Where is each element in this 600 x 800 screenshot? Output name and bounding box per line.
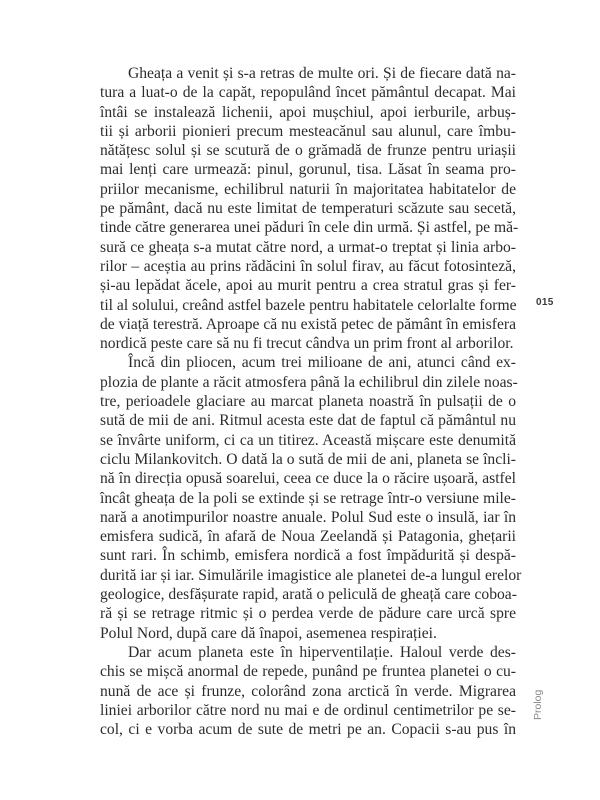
paragraph-3-line-4: liniei arborilor către nord nu mai e de ordinul centimetrilor pe se- <box>100 701 516 719</box>
paragraph-1-line-15: nordică peste care să nu fi trecut cândva un prim front al arborilor. <box>100 335 514 353</box>
book-page: Gheața a venit și s-a retras de multe ori. Și de fiecare dată na- tura a luat-o de la capăt, repopulând încet pământul decapat. Mai întâi se instalează lichenii, apoi mușchiul, apoi ierburile, arbuș- tii și arborii pionieri precum mesteacănul sau alunul, care îmbu- nătățesc solul și se scutură de o grămadă de frunze pentru uriașii mai lenți care urmează: pinul, gorunul, tisa. Lăsat în seama pro- priilor mecanisme, echilibrul naturii în majoritatea habitatelor de pe pământ, dacă nu este limitat de temperaturi scăzute sau secetă, tinde către generarea unei păduri în cele din urmă. Și astfel, pe mă- sură ce gheața s-a mutat către nord, a urmat-o treptat și linia arbo- rilor – aceștia au prins rădăcini în solul firav, au făcut fotosinteză, și-au lepădat ăcele, apoi au murit pentru a crea stratul gras și fer- til al solului, creând astfel bazele pentru habitatele celorlalte forme de viață terestră. Aproape că nu există petec de pământ în emisfera nordică peste care să nu fi trecut cândva un prim front al arborilor. Încă din pliocen, acum trei milioane de ani, atunci când ex- plozia de plante a răcit atmosfera până la echilibrul din zilele noas- tre, perioadele glaciare au marcat planeta noastră în pulsații de o sută de mii de ani. Ritmul acesta este dat de faptul că pământul nu se învârte uniform, ci ca un titirez. Această mișcare este denumită ciclu Milankovitch. O dată la o sută de mii de ani, planeta se încli- nă în direcția opusă soarelui, ceea ce duce la o răcire ușoară, astfel încât gheața de la poli se extinde și se retrage într-o versiune mile- nară a anotimpurilor noastre anuale. Polul Sud este o insulă, iar în emisfera sudică, în afară de Noua Zeelandă și Patagonia, ghețarii sunt rari. În schimb, emisfera nordică a fost împădurită și despă- durită iar și iar. Simulările imagistice ale planetei de-a lungul erelor geologice, desfășurate rapid, arată o peliculă de gheață care coboa- ră și se retrage ritmic și o perdea verde de pădure care urcă spre Polul Nord, după care dă înapoi, asemenea respirației. Dar acum planeta este în hiperventilație. Haloul verde des- chis se mișcă anormal de repede, punând pe fruntea planetei o cu- nună de ace și frunze, colorând zona arctică în verde. Migrarea liniei arborilor către nord nu mai e de ordinul centimetrilor pe se- col, ci e vorba acum de sute de metri pe an. Copacii s-au pus în 015 Prolog <box>0 0 600 800</box>
paragraph-1-line-10: sură ce gheața s-a mutat către nord, a urmat-o treptat și linia arbo- <box>100 238 516 256</box>
paragraph-2-line-14: ră și se retrage ritmic și o perdea verde de pădure care urcă spre <box>100 605 516 623</box>
paragraph-1-line-6: mai lenți care urmează: pinul, gorunul, tisa. Lăsat în seama pro- <box>100 161 516 179</box>
paragraph-1-line-2: tura a luat-o de la capăt, repopulând încet pământul decapat. Mai <box>100 84 516 102</box>
paragraph-1-line-11: rilor – aceștia au prins rădăcini în solul firav, au făcut fotosinteză, <box>100 257 516 275</box>
paragraph-1-line-14: de viață terestră. Aproape că nu există petec de pământ în emisfera <box>100 315 516 333</box>
body-text <box>100 64 522 739</box>
paragraph-3-line-5: col, ci e vorba acum de sute de metri pe an. Copacii s-au pus în <box>100 721 516 739</box>
paragraph-2-line-6: ciclu Milankovitch. O dată la o sută de mii de ani, planeta se încli- <box>100 450 516 468</box>
paragraph-2-line-5: se învârte uniform, ci ca un titirez. Această mișcare este denumită <box>100 431 516 449</box>
paragraph-2-line-7: nă în direcția opusă soarelui, ceea ce duce la o răcire ușoară, astfel <box>100 470 516 488</box>
paragraph-2-line-9: nară a anotimpurilor noastre anuale. Polul Sud este o insulă, iar în <box>100 508 516 526</box>
paragraph-1-line-1: Gheața a venit și s-a retras de multe ori. Și de fiecare dată na- <box>128 65 516 82</box>
paragraph-2-line-2: plozia de plante a răcit atmosfera până la echilibrul din zilele noas- <box>100 373 518 391</box>
paragraph-1-line-3: întâi se instalează lichenii, apoi mușchiul, apoi ierburile, arbuș- <box>100 103 516 121</box>
paragraph-2-line-10: emisfera sudică, în afară de Noua Zeelandă și Patagonia, ghețarii <box>100 528 516 546</box>
paragraph-2-line-3: tre, perioadele glaciare au marcat planeta noastră în pulsații de o <box>100 393 516 411</box>
paragraph-2-line-11: sunt rari. În schimb, emisfera nordică a fost împădurită și despă- <box>100 547 516 565</box>
page-number: 015 <box>536 297 554 308</box>
paragraph-1-line-8: pe pământ, dacă nu este limitat de temperaturi scăzute sau secetă, <box>100 200 516 218</box>
paragraph-2-line-12: durită iar și iar. Simulările imagistice ale planetei de-a lungul erelor <box>100 566 522 584</box>
paragraph-3-line-3: nună de ace și frunze, colorând zona arctică în verde. Migrarea <box>100 682 516 700</box>
paragraph-1-line-4: tii și arborii pionieri precum mesteacănul sau alunul, care îmbu- <box>100 122 516 140</box>
paragraph-1-line-13: til al solului, creând astfel bazele pentru habitatele celorlalte forme <box>100 296 517 314</box>
paragraph-1-line-12: și-au lepădat ăcele, apoi au murit pentru a crea stratul gras și fer- <box>100 277 516 295</box>
paragraph-1-line-7: priilor mecanisme, echilibrul naturii în majoritatea habitatelor de <box>100 180 516 198</box>
paragraph-2-line-4: sută de mii de ani. Ritmul acesta este dat de faptul că pământul nu <box>100 412 516 430</box>
paragraph-1-line-9: tinde către generarea unei păduri în cele din urmă. Și astfel, pe mă- <box>100 219 519 237</box>
paragraph-3-line-2: chis se mișcă anormal de repede, punând pe fruntea planetei o cu- <box>100 663 516 681</box>
paragraph-2-line-1: Încă din pliocen, acum trei milioane de ani, atunci când ex- <box>128 354 516 372</box>
paragraph-3-line-1: Dar acum planeta este în hiperventilație. Haloul verde des- <box>128 643 516 661</box>
paragraph-1-line-5: nătățesc solul și se scutură de o grămadă de frunze pentru uriașii <box>100 142 516 160</box>
paragraph-2-line-13: geologice, desfășurate rapid, arată o peliculă de gheață care coboa- <box>100 586 517 604</box>
paragraph-2-line-8: încât gheața de la poli se extinde și se retrage într-o versiune mile- <box>100 489 516 507</box>
paragraph-2-line-15: Polul Nord, după care dă înapoi, asemenea respirației. <box>100 624 437 642</box>
